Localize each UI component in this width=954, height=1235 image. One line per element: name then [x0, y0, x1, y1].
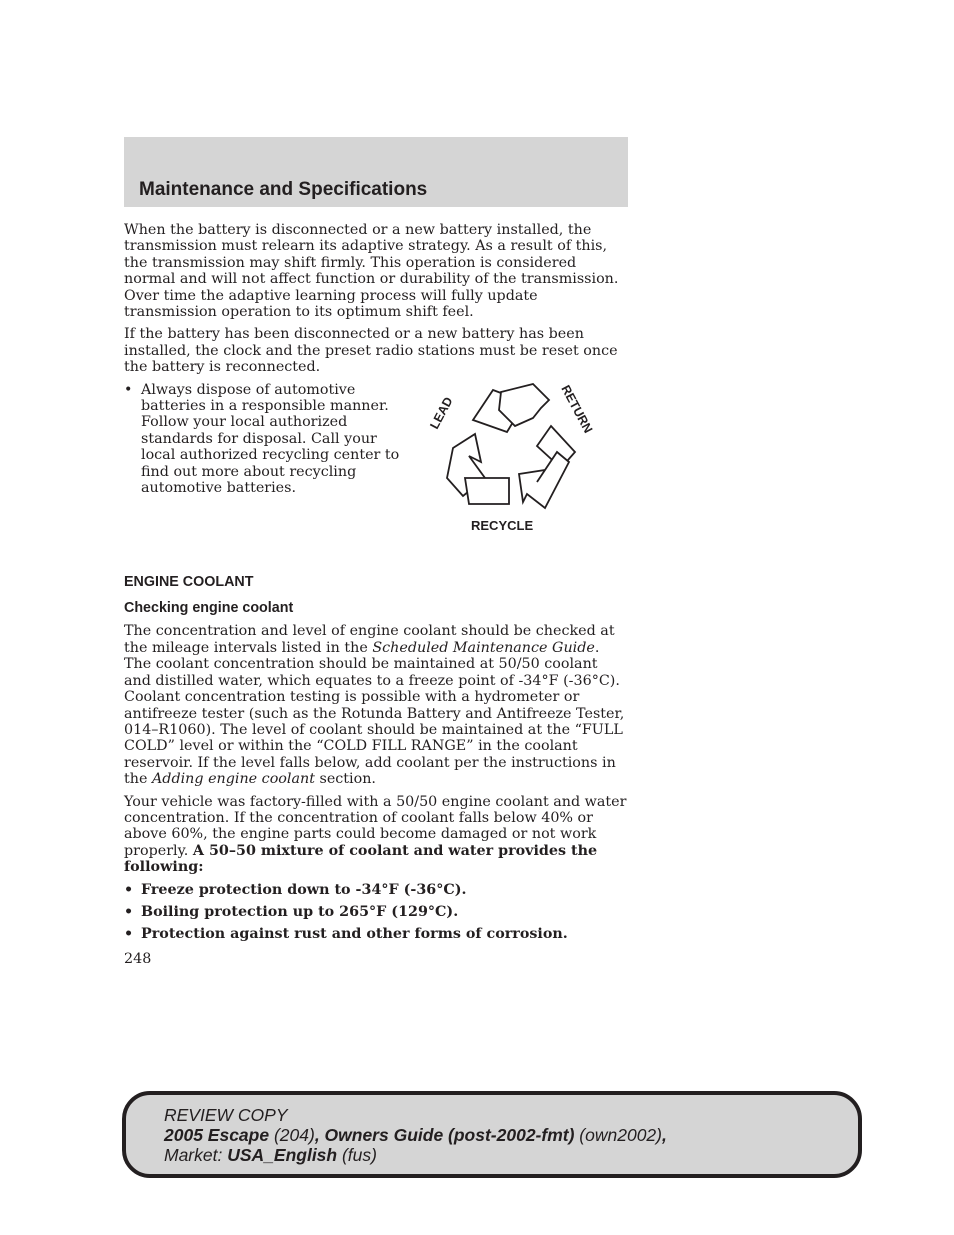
list-item [124, 904, 628, 920]
list-item-text: Boiling protection up to 265°F (129°C). [141, 903, 459, 920]
recycle-arrow-left-back [465, 478, 509, 504]
recycle-arrow-right [519, 452, 569, 508]
review-market-label: Market: [164, 1145, 228, 1165]
page-content [124, 222, 628, 967]
review-copy-box [122, 1091, 862, 1178]
coolant-p2-text: Your vehicle was factory-filled with a 50/50 engine coolant and water concentration. If the concentration of coolant falls below 40% or above 60%, the engine parts could become damaged or not work properly. [124, 793, 627, 859]
review-model: 2005 Escape [164, 1125, 270, 1145]
coolant-p1-italic-adding: Adding engine coolant [151, 771, 315, 788]
review-comma: , [662, 1125, 667, 1145]
coolant-p2-bold: A 50–50 mixture of coolant and water provides the following: [124, 842, 598, 876]
section-header-band [124, 137, 628, 207]
checking-coolant-subheading: Checking engine coolant [124, 600, 294, 617]
list-item [124, 926, 628, 942]
coolant-paragraph-1 [124, 623, 628, 787]
recycle-label-lead: LEAD [427, 394, 456, 432]
list-item [124, 882, 628, 898]
coolant-p1-text-a: The concentration and level of engine coolant should be checked at the mileage intervals listed in the [124, 623, 615, 656]
recycle-symbol-icon [419, 382, 609, 542]
review-copy-text [164, 1105, 667, 1165]
review-market-code: (fus) [337, 1145, 377, 1165]
review-model-code: (204) [269, 1125, 315, 1145]
coolant-p1-text-c: section. [314, 771, 376, 788]
review-line-3 [164, 1145, 667, 1165]
bullet-dot-icon: • [124, 381, 133, 398]
bullet-dot-icon: • [124, 926, 134, 943]
disposal-bullet-row [124, 382, 628, 552]
review-market: USA_English [227, 1145, 338, 1165]
battery-paragraph-2: If the battery has been disconnected or a new battery has been installed, the clock and the preset radio stations must be reset once the battery is reconnected. [124, 326, 618, 376]
review-guide-name: , Owners Guide (post-2002-fmt) [314, 1125, 575, 1145]
bullet-dot-icon: • [124, 881, 134, 898]
list-item-text: Protection against rust and other forms of corrosion. [141, 926, 568, 943]
battery-paragraph-1: When the battery is disconnected or a new battery installed, the transmission must relearn its adaptive strategy. As a result of this, the transmission may shift firmly. This operation is considered normal and will not affect function or durability of the transmission. Over time the adaptive learning process will fully update transmission operation to its optimum shift feel. [124, 222, 619, 321]
review-guide-code: (own2002) [574, 1125, 662, 1145]
recycle-label-return: RETURN [558, 382, 596, 436]
engine-coolant-heading: ENGINE COOLANT [124, 573, 254, 590]
coolant-benefits-list [124, 882, 628, 943]
list-item-text: Freeze protection down to -34°F (-36°C). [141, 881, 467, 898]
page-number: 248 [124, 950, 152, 967]
bullet-dot-icon: • [124, 903, 134, 920]
review-line-1: REVIEW COPY [164, 1105, 288, 1125]
section-title: Maintenance and Specifications [139, 179, 428, 200]
disposal-bullet-text: Always dispose of automotive batteries in a responsible manner. Follow your local authorized standards for disposal. Call your local authorized recycling center to find out more about recycling automotive batteries. [141, 381, 400, 497]
disposal-bullet [124, 382, 401, 497]
coolant-p1-italic-guide: Scheduled Maintenance Guide [372, 639, 595, 656]
recycle-label-recycle: RECYCLE [471, 517, 534, 533]
coolant-p1-text-b: . The coolant concentration should be maintained at 50/50 coolant and distilled water, which equates to a freeze point of -34°F (-36°C). Coolant concentration testing is possible with a hydrometer or antifreeze tester (such as the Rotunda Battery and Antifreeze Tester, 014–R1060). The level of coolant should be maintained at the “FULL COLD” level or within the “COLD FILL RANGE” in the coolant reservoir. If the level falls below, add coolant per the instructions in the [124, 639, 625, 788]
coolant-paragraph-2 [124, 794, 628, 876]
review-line-2 [164, 1125, 667, 1145]
